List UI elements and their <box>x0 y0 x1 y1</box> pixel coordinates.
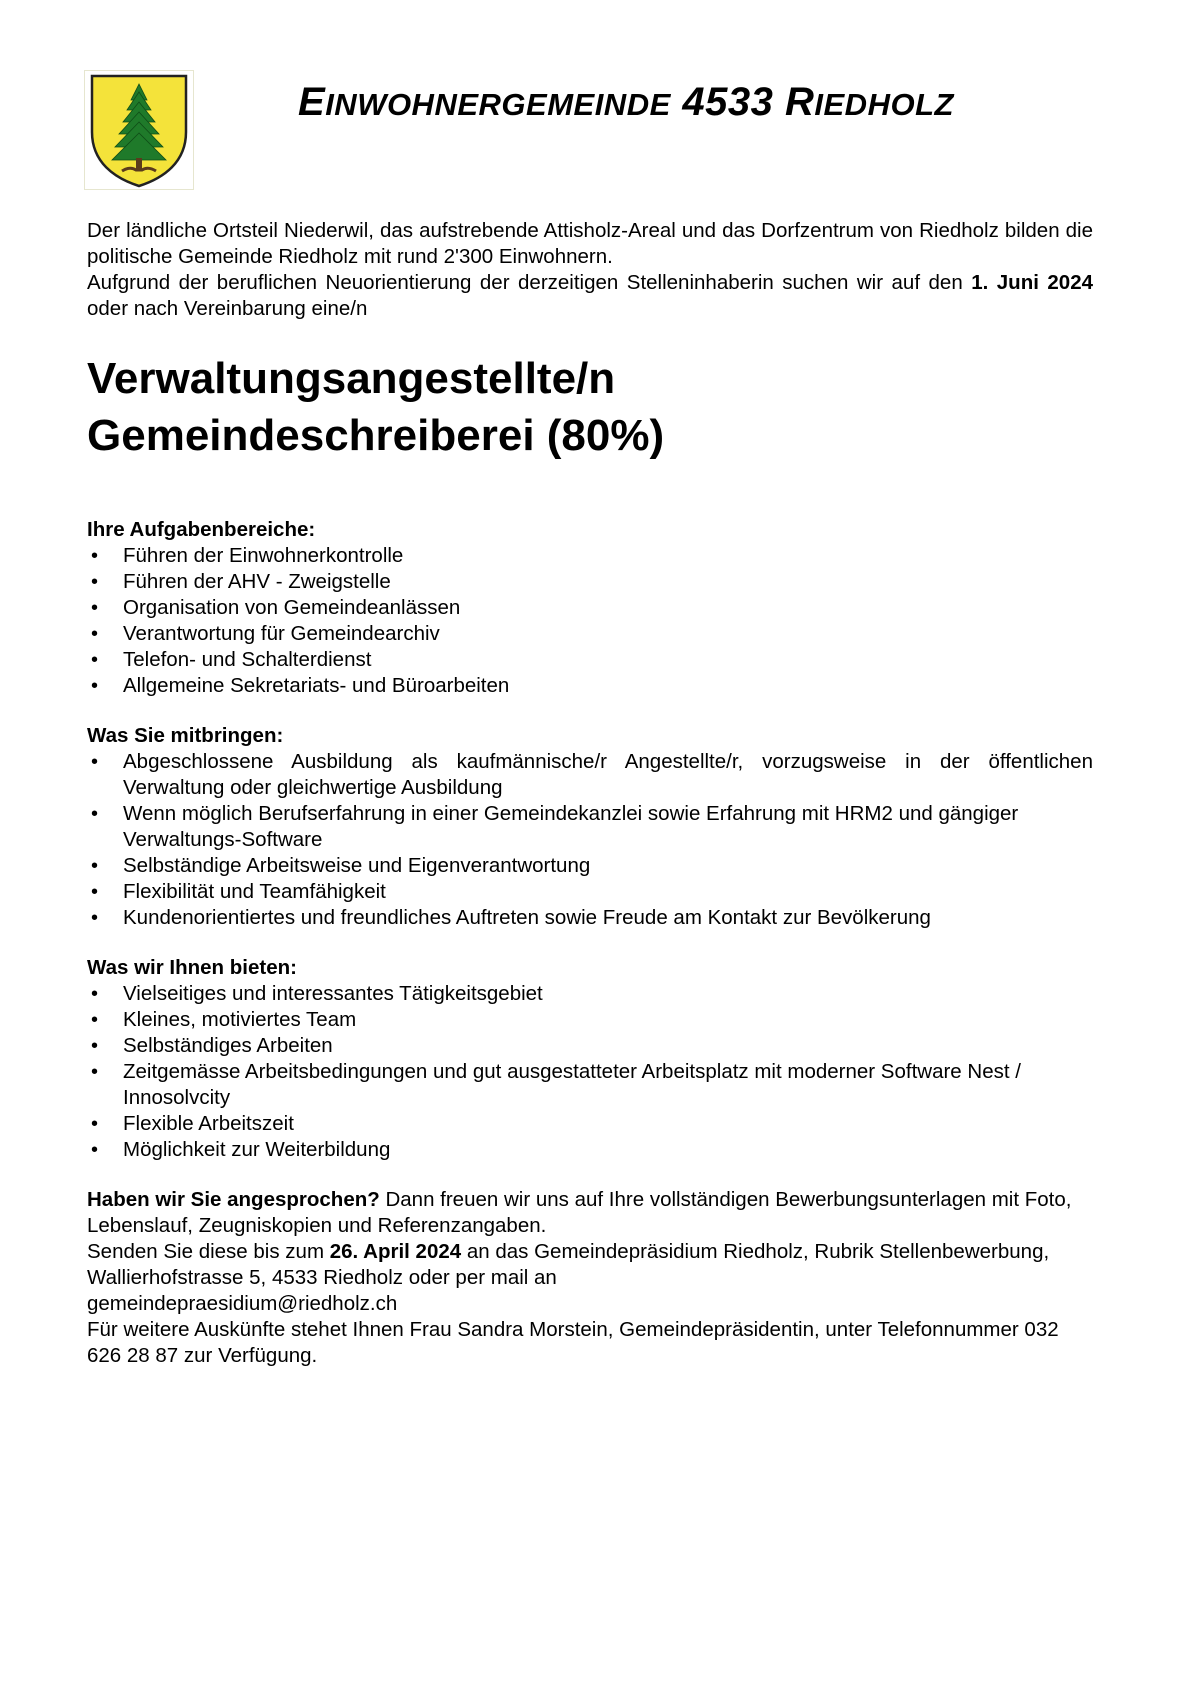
application-deadline: 26. April 2024 <box>329 1240 462 1263</box>
tasks-heading: Ihre Aufgabenbereiche: <box>87 518 316 541</box>
intro-paragraph-1: Der ländliche Ortsteil Niederwil, das aufstrebende Attisholz-Areal und das Dorfzentrum von Riedholz bilden die politische Gemeinde Riedholz mit rund 2'300 Einwohnern. <box>87 219 1093 268</box>
job-title-line-1: Verwaltungsangestellte/n <box>87 354 616 403</box>
list-item: • Zeitgemässe Arbeitsbedingungen und gut ausgestatteter Arbeitsplatz mit moderner Software Nest / Innosolvcity <box>87 1059 1093 1111</box>
closing-paragraph-2: Senden Sie diese bis zum 26. April 2024 an das Gemeindepräsidium Riedholz, Rubrik Stellenbewerbung, Wallierhofstrasse 5, 4533 Riedholz oder per mail an <box>87 1240 1050 1289</box>
requirements-list <box>87 749 1093 931</box>
title-word-riedholz: IEDHOLZ <box>814 87 954 122</box>
job-posting-body <box>87 218 1093 1369</box>
list-item: • Flexible Arbeitszeit <box>87 1111 1093 1137</box>
list-item: • Telefon- und Schalterdienst <box>87 647 1093 673</box>
intro-paragraph-2: Aufgrund der beruflichen Neuorientierung der derzeitigen Stelleninhaberin suchen wir auf den 1. Juni 2024 oder nach Vereinbarung eine/n <box>87 271 1094 320</box>
title-initial-e: E <box>298 80 326 124</box>
title-postal-code: 4533 <box>682 80 774 124</box>
job-title <box>87 350 1093 464</box>
list-item: • Führen der AHV - Zweigstelle <box>87 569 1093 595</box>
requirements-heading: Was Sie mitbringen: <box>87 724 284 747</box>
municipality-title <box>298 78 1098 129</box>
closing-paragraph-1: Haben wir Sie angesprochen? Dann freuen wir uns auf Ihre vollständigen Bewerbungsunterlagen mit Foto, Lebenslauf, Zeugniskopien und Referenzangaben. <box>87 1188 1072 1237</box>
closing-question: Haben wir Sie angesprochen? <box>87 1188 380 1211</box>
list-item: • Kleines, motiviertes Team <box>87 1007 1093 1033</box>
closing-paragraph-3: Für weitere Auskünfte stehet Ihnen Frau Sandra Morstein, Gemeindepräsidentin, unter Telefonnummer 032 626 28 87 zur Verfügung. <box>87 1318 1059 1367</box>
list-item: • Abgeschlossene Ausbildung als kaufmännische/r Angestellte/r, vorzugsweise in der öffentlichen Verwaltung oder gleichwertige Ausbildung <box>87 749 1093 801</box>
job-title-line-2: Gemeindeschreiberei (80%) <box>87 411 665 460</box>
title-word-einwohnergemeinde: INWOHNERGEMEINDE <box>325 87 671 122</box>
list-item: • Organisation von Gemeindeanlässen <box>87 595 1093 621</box>
contact-email[interactable]: gemeindepraesidium@riedholz.ch <box>87 1292 398 1315</box>
list-item: • Führen der Einwohnerkontrolle <box>87 543 1093 569</box>
list-item: • Vielseitiges und interessantes Tätigkeitsgebiet <box>87 981 1093 1007</box>
list-item: • Kundenorientiertes und freundliches Auftreten sowie Freude am Kontakt zur Bevölkerung <box>87 905 1093 931</box>
list-item: • Selbständige Arbeitsweise und Eigenverantwortung <box>87 853 1093 879</box>
list-item: • Verantwortung für Gemeindearchiv <box>87 621 1093 647</box>
list-item: • Selbständiges Arbeiten <box>87 1033 1093 1059</box>
list-item: • Wenn möglich Berufserfahrung in einer Gemeindekanzlei sowie Erfahrung mit HRM2 und gängiger Verwaltungs-Software <box>87 801 1093 853</box>
list-item: • Flexibilität und Teamfähigkeit <box>87 879 1093 905</box>
offer-list <box>87 981 1093 1163</box>
start-date: 1. Juni 2024 <box>971 271 1094 294</box>
list-item: • Möglichkeit zur Weiterbildung <box>87 1137 1093 1163</box>
offer-heading: Was wir Ihnen bieten: <box>87 956 297 979</box>
title-initial-r: R <box>785 80 815 124</box>
list-item: • Allgemeine Sekretariats- und Büroarbeiten <box>87 673 1093 699</box>
coat-of-arms-icon <box>84 70 194 190</box>
tasks-list <box>87 543 1093 699</box>
